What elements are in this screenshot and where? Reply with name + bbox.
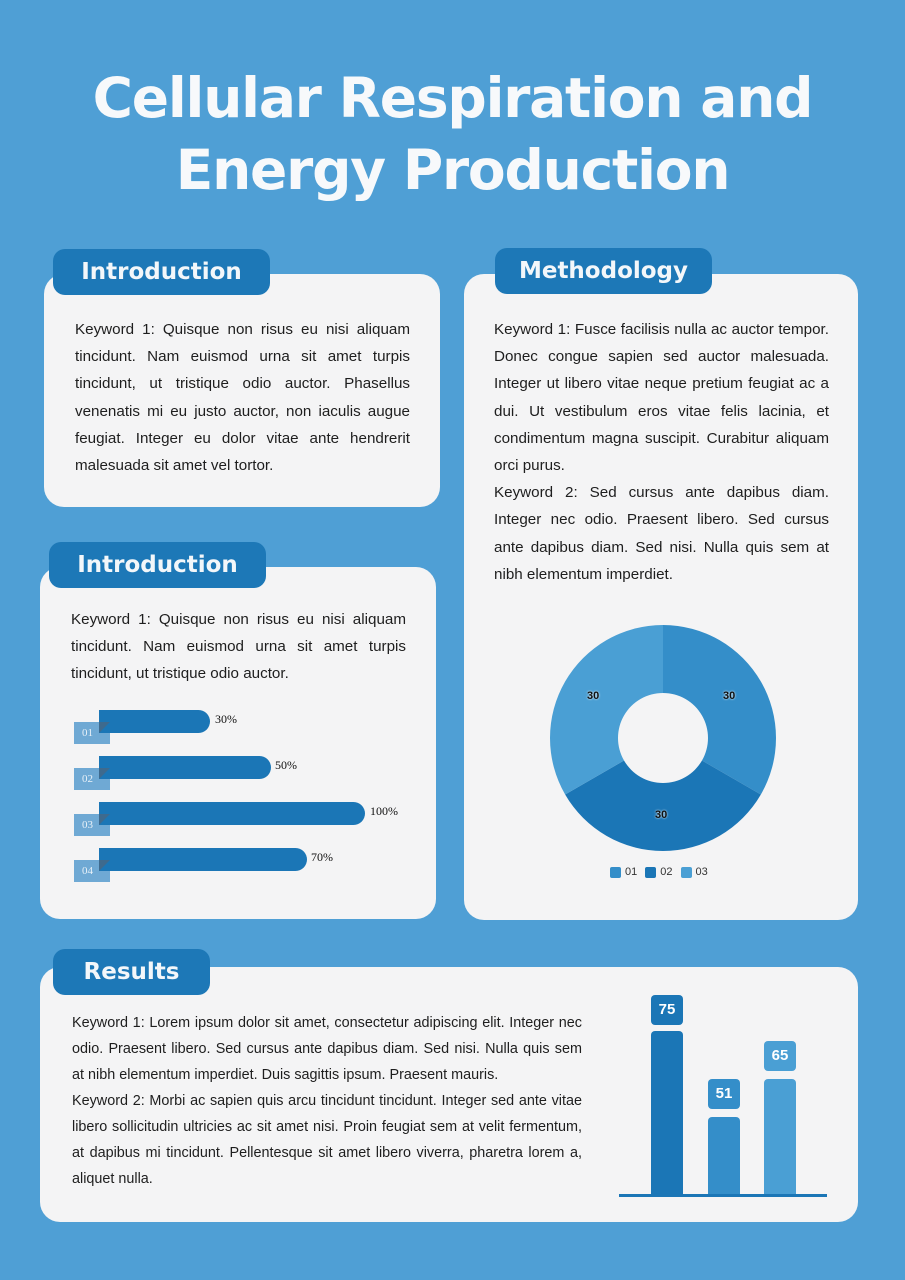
bar-value: 70% [311,850,333,864]
bar-2 [708,1117,740,1196]
bar [99,756,271,779]
slice-label-03: 30 [587,690,600,702]
slice-label-02: 30 [655,809,668,821]
results-paragraph-1: Keyword 1: Lorem ipsum dolor sit amet, consectetur adipiscing elit. Integer nec odio. Praesent libero. Sed cursus ante dapibus diam. Sed nisi. Nulla quis sem at nibh elementum imperdiet. Duis sagittis ipsum. Praesent mauris. [72,1015,582,1083]
slice-01 [663,625,776,795]
slice-label-01: 30 [723,690,736,702]
bar [99,710,210,733]
bar-index: 01 [74,722,110,744]
fold-shape [99,722,110,733]
legend-item-01: 01 [610,866,637,878]
bar-3-label: 65 [764,1041,796,1071]
introduction-heading-2: Introduction [49,542,266,588]
methodology-paragraph-2: Keyword 2: Sed cursus ante dapibus diam. Integer nec odio. Praesent libero. Sed cursus ante dapibus diam. Sed nisi. Nulla quis sem at nibh elementum imperdiet. [494,484,829,583]
legend-item-02: 02 [645,866,672,878]
results-text [72,1010,582,1192]
bar [99,802,365,825]
donut-chart [550,625,776,851]
fold-shape [99,768,110,779]
bar-index: 04 [74,860,110,882]
bar-3 [764,1079,796,1196]
bar-value: 30% [215,712,237,726]
introduction-text-1: Keyword 1: Quisque non risus eu nisi aliquam tincidunt. Nam euismod urna sit amet turpis tincidunt, ut tristique odio auctor. Phasellus venenatis mi eu justo auctor, non iaculis augue feugiat. Integer eu dolor vitae ante hendrerit malesuada sit amet vel tortor. [75,321,410,475]
bar [99,848,307,871]
bar-value: 50% [275,758,297,772]
fold-shape [99,860,110,871]
legend-item-03: 03 [681,866,708,878]
bar-2-label: 51 [708,1079,740,1109]
x-axis-line [619,1194,827,1197]
results-heading: Results [53,949,210,995]
methodology-heading: Methodology [495,248,712,294]
page-title [0,62,905,206]
bar-index: 03 [74,814,110,836]
title-line-1: Cellular Respiration and [92,66,813,130]
slice-03 [550,625,663,795]
title-line-2: Energy Production [175,138,730,202]
bar-index: 02 [74,768,110,790]
fold-shape [99,814,110,825]
bar-value: 100% [370,804,398,818]
results-paragraph-2: Keyword 2: Morbi ac sapien quis arcu tincidunt tincidunt. Integer sed ante vitae libero sollicitudin ultricies ac sit amet nisi. Proin feugiat sem at velit fermentum, at dapibus mi tincidunt. Pellentesque sit amet libero viverra, pharetra lorem a, aliquet nulla. [72,1093,582,1187]
methodology-paragraph-1: Keyword 1: Fusce facilisis nulla ac auctor tempor. Donec congue sapien sed auctor malesuada. Integer ut libero vitae neque pretium feugiat ac a dui. Ut vestibulum eros vitae felis lacinia, et condimentum magna suscipit. Curabitur aliquam orci purus. [494,321,829,475]
bar-1-label: 75 [651,995,683,1025]
bar-1 [651,1031,683,1196]
donut-legend [610,866,708,878]
methodology-text [494,316,829,588]
introduction-heading-1: Introduction [53,249,270,295]
introduction-text-2: Keyword 1: Quisque non risus eu nisi aliquam tincidunt. Nam euismod urna sit amet turpis tincidunt, ut tristique odio auctor. [71,611,406,683]
